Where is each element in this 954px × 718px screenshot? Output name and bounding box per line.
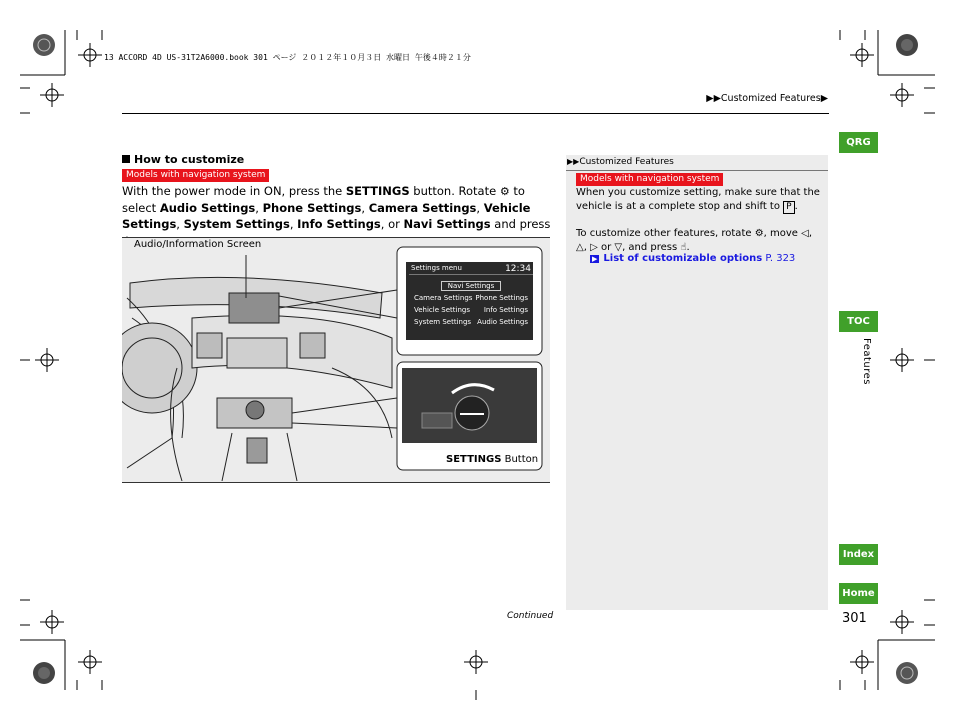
sep: , bbox=[289, 217, 298, 231]
screen-title: Settings menu bbox=[411, 264, 462, 272]
dial-icon: ⚙ bbox=[754, 228, 764, 239]
screen-item: Phone Settings bbox=[475, 294, 528, 302]
screen-item: Info Settings bbox=[483, 306, 528, 314]
figure-label-screen: Audio/Information Screen bbox=[134, 239, 262, 250]
sep: , bbox=[361, 201, 369, 215]
nav-models-badge: Models with navigation system bbox=[122, 169, 269, 182]
screen-item: Audio Settings bbox=[477, 318, 528, 326]
chapter-label: Features bbox=[861, 338, 872, 385]
settings-term: SETTINGS bbox=[345, 184, 410, 198]
tab-toc[interactable]: TOC bbox=[839, 311, 878, 332]
sidebar-text bbox=[576, 186, 826, 255]
heading-square-icon bbox=[122, 155, 130, 163]
breadcrumb-end-arrow: ▶ bbox=[820, 93, 828, 104]
screen-item: Camera Settings bbox=[414, 294, 473, 302]
period: . bbox=[794, 201, 798, 212]
link-text[interactable]: List of customizable options bbox=[603, 253, 763, 264]
body-text-4: and press bbox=[490, 217, 551, 231]
screen-selected-item: Navi Settings bbox=[441, 281, 502, 291]
settings-button-caption bbox=[446, 454, 538, 465]
tab-qrg[interactable]: QRG bbox=[839, 132, 878, 153]
link-arrow-icon: ▶ bbox=[592, 255, 598, 263]
settings-menu-screen bbox=[409, 264, 533, 326]
sidebar-p1: When you customize setting, make sure that the vehicle is at a complete stop and shift to bbox=[576, 187, 820, 212]
sidebar-nav-badge: Models with navigation system bbox=[576, 173, 723, 186]
move-right-icon: ▷ bbox=[590, 242, 598, 253]
tab-home[interactable]: Home bbox=[839, 583, 878, 604]
caption-bold: SETTINGS bbox=[446, 454, 502, 465]
sep: , or bbox=[380, 217, 404, 231]
interface-dial-icon: ⚙ bbox=[499, 185, 510, 198]
text: , move bbox=[763, 228, 802, 239]
move-up-icon: △ bbox=[576, 242, 584, 253]
page-number: 301 bbox=[842, 611, 867, 626]
text: , and press bbox=[622, 242, 681, 253]
sep: , bbox=[476, 201, 484, 215]
phone-settings-term: Phone Settings bbox=[262, 201, 362, 215]
move-down-icon: ▽ bbox=[614, 242, 623, 253]
system-settings-term: System Settings bbox=[183, 217, 290, 231]
continued-label: Continued bbox=[507, 611, 554, 621]
move-left-icon: ◁ bbox=[801, 228, 809, 239]
body-text-1: With the power mode in ON, press the bbox=[122, 184, 346, 198]
screen-clock: 12:34 bbox=[505, 264, 531, 274]
period: . bbox=[686, 242, 690, 253]
header-rule bbox=[122, 113, 829, 114]
breadcrumb[interactable] bbox=[706, 93, 828, 104]
link-page[interactable]: P. 323 bbox=[762, 253, 796, 264]
camera-settings-term: Camera Settings bbox=[368, 201, 477, 215]
sep: , bbox=[583, 242, 591, 253]
navi-settings-term: Navi Settings bbox=[403, 217, 491, 231]
vehicle-settings-term: Vehicle Settings bbox=[122, 201, 531, 231]
park-position-box: P bbox=[783, 201, 794, 214]
sep: , bbox=[176, 217, 184, 231]
section-heading bbox=[122, 153, 244, 166]
section-heading-text: How to customize bbox=[134, 153, 245, 166]
tab-index[interactable]: Index bbox=[839, 544, 878, 565]
caption-rest: Button bbox=[501, 454, 539, 465]
sep: , bbox=[255, 201, 263, 215]
sidebar-title-text: Customized Features bbox=[579, 157, 674, 167]
sidebar-rule bbox=[566, 170, 828, 171]
note-icon: ▶▶ bbox=[567, 157, 580, 166]
print-header: 13 ACCORD 4D US-31T2A6000.book 301 ページ ２０１２年１０月３日 水曜日 午後４時２１分 bbox=[104, 53, 471, 62]
audio-settings-term: Audio Settings bbox=[159, 201, 256, 215]
customizable-options-link[interactable] bbox=[590, 253, 795, 264]
screen-item: System Settings bbox=[414, 318, 472, 326]
info-settings-term: Info Settings bbox=[297, 217, 381, 231]
breadcrumb-link[interactable]: Customized Features bbox=[720, 93, 821, 104]
sidebar-p2: To customize other features, rotate bbox=[576, 228, 755, 239]
breadcrumb-arrows: ▶▶ bbox=[706, 93, 721, 104]
body-text-2: button. Rotate bbox=[409, 184, 500, 198]
sidebar-title bbox=[567, 157, 674, 167]
text: or bbox=[597, 242, 615, 253]
body-text-3: to select bbox=[122, 184, 525, 215]
sep: , bbox=[808, 228, 813, 239]
screen-item: Vehicle Settings bbox=[414, 306, 470, 314]
press-icon: ☝ bbox=[680, 242, 687, 253]
